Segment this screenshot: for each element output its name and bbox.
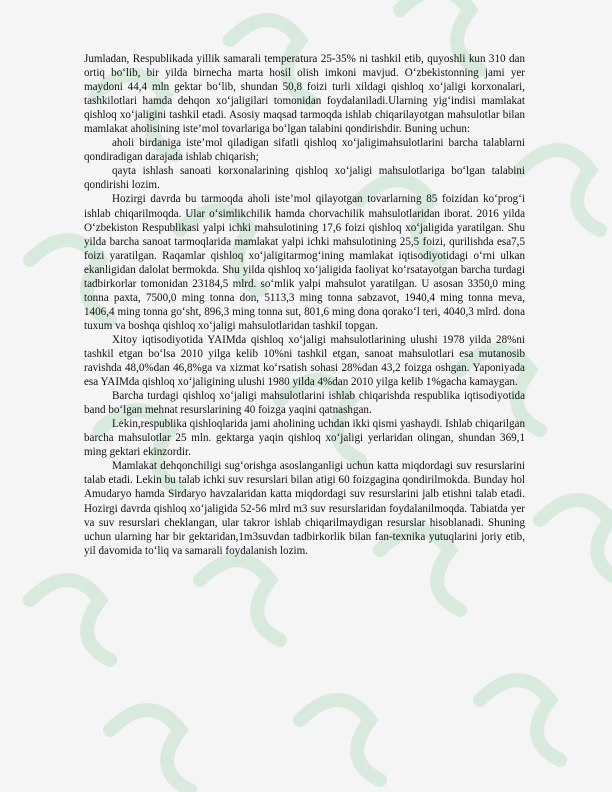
paragraph-5: Xitoy iqtisodiyotida YAIMda qishloq xo‘jaligi mahsulotlarining ulushi 1978 yilda 28%ni tashkil etgan bo‘lsa 2010 yilga kelib 10%ni tashkil etgan, sanoat mahsulotlari esa mutanosib ravishda 48,0%dan 46,8%ga va xizmat ko‘rsatish sohasi 28%dan 43,2 foizga oshgan. Yaponiyada esa YAIMda qishloq xo‘jaligining ulushi 1980 yilda 4%dan 2010 yilga kelib 1%gacha kamaygan.	[84, 333, 525, 389]
paragraph-4: Hozirgi davrda bu tarmoqda aholi iste’mol qilayotgan tovarlarning 85 foizidan ko‘prog‘i ishlab chiqarilmoqda. Ular o‘simlikchilik hamda chorvachilik mahsulotlaridan iborat. 2016 yilda O‘zbekiston Respublikasi yalpi ichki mahsulotining 17,6 foizi qishloq xo‘jaligida yaratilgan. Shu yilda barcha sanoat tarmoqlarida mamlakat yalpi ichki mahsulotining 25,5 foizi, qurilishda esa7,5 foizi yaratilgan. Raqamlar qishloq xo‘jaligitarmog‘ining mamlakat iqtisodiyotidagi o‘rni ulkan ekanligidan dalolat bermokda. Shu yilda qishloq xo‘jaligida faoliyat ko‘rsatayotgan barcha turdagi tadbirkorlar tomonidan 23184,5 mlrd. so‘mlik yalpi mahsulot yaratilgan. U asosan 3350,0 ming tonna paxta, 7500,0 ming tonna don, 5113,3 ming tonna sabzavot, 1940,4 ming tonna meva, 1406,4 ming tonna go‘sht, 896,3 ming tonna sut, 801,6 ming dona qorako‘l teri, 4040,3 mlrd. dona tuxum va boshqa qishloq xo‘jaligi mahsulotlaridan tashkil topgan.	[84, 193, 525, 332]
paragraph-1: Jumladan, Respublikada yillik samarali temperatura 25-35% ni tashkil etib, quyoshli kun 310 dan ortiq bo‘lib, bir yilda birnecha marta hosil olish imkoni mavjud. O‘zbekistonning jami yer maydoni 44,4 mln gektar bo‘lib, shundan 50,8 foizi turli xildagi qishloq xo‘jaligi korxonalari, tashkilotlari hamda dehqon xo‘jaligilari tomonidan foydalaniladi.Ularning yig‘indisi mamlakat qishloq xo‘jaligini tashkil etadi. Asosiy maqsad tarmoqda ishlab chiqarilayotgan mahsulotlar bilan mamlakat aholisining iste’mol tovarlariga bo‘lgan talabini qondirishdir. Buning uchun:	[84, 53, 525, 136]
paragraph-8: Mamlakat dehqonchiligi sug‘orishga asoslanganligi uchun katta miqdordagi suv resurslarini talab etadi. Lekin bu talab ichki suv resurslari bilan atigi 60 foizgagina qondirilmokda. Bunday hol Amudaryo hamda Sirdaryo havzalaridan katta miqdordagi suv resurslarini jalb etishni talab etadi. Hozirgi davrda qishloq xo‘jaligida 52-56 mlrd m3 suv resurslaridan foydalanilmoqda. Tabiatda yer va suv resurslari cheklangan, ular takror ishlab chiqarilmaydigan resurslar hisoblanadi. Shuning uchun ularning har bir gektaridan,1m3suvdan tadbirkorlik bilan fan-texnika yutuqlarini joriy etib, yil davomida to‘liq va samarali foydalanish lozim.	[84, 460, 525, 557]
paragraph-7: Lekin,respublika qishloqlarida jami aholining uchdan ikki qismi yashaydi. Ishlab chiqarilgan barcha mahsulotlar 25 mln. gektarga yaqin qishloq xo‘jaligi yerlaridan olingan, shundan 369,1 ming gektari ekinzordir.	[84, 418, 525, 459]
document-body	[84, 52, 525, 558]
paragraph-3: qayta ishlash sanoati korxonalarining qishloq xo‘jaligi mahsulotlariga bo‘lgan talabini qondirishi lozim.	[84, 165, 525, 192]
paragraph-6: Barcha turdagi qishloq xo‘jaligi mahsulotlarini ishlab chiqarishda respublika iqtisodiyotida band bo‘lgan mehnat resurslarining 40 foizga yaqini qatnashgan.	[84, 390, 525, 417]
paragraph-2: aholi birdaniga iste’mol qiladigan sifatli qishloq xo‘jaligimahsulotlarini barcha talablarni qondiradigan darajada ishlab chiqarish;	[84, 137, 525, 164]
